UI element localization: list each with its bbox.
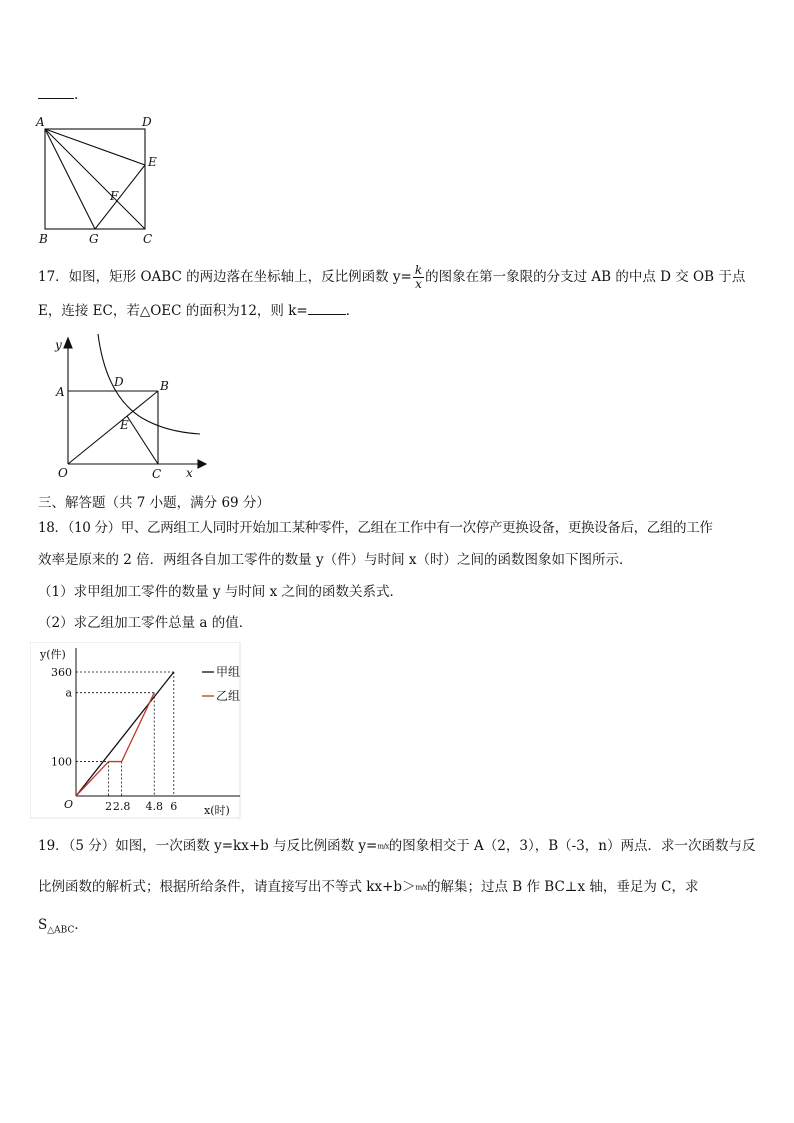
q19-line2-post: 的解集；过点 B 作 BC⊥x 轴，垂足为 C，求 — [427, 879, 699, 895]
legend-label-yi: 乙组 — [216, 689, 241, 703]
q17-line2-post: ． — [345, 303, 360, 319]
q17-answer-blank — [308, 302, 346, 315]
label-x: x — [186, 466, 193, 480]
label-f: F — [110, 189, 119, 203]
q17-line2 — [38, 302, 359, 320]
label-a: A — [56, 385, 65, 399]
x-axis-arrow — [198, 460, 206, 468]
q19-s-subscript: △ABC — [47, 925, 75, 936]
hyperbola-figure — [50, 332, 210, 482]
q19-line3-end: ． — [74, 917, 88, 933]
chart-x-tick-2-8: 2.8 — [112, 800, 131, 813]
y-axis-arrow — [64, 338, 72, 348]
top-answer-blank-line — [38, 86, 78, 104]
chart-x-tick-6: 6 — [170, 800, 178, 813]
q19-fraction-1: m/x — [377, 842, 389, 851]
label-e: E — [148, 155, 157, 169]
q18-sub2: （2）求乙组加工零件总量 a 的值． — [38, 615, 253, 631]
label-d: D — [142, 115, 152, 129]
label-c: C — [152, 467, 162, 481]
q17-frac-denominator: x — [415, 277, 422, 291]
segment-ob — [68, 391, 158, 464]
q18-line2: 效率是原来的 2 倍．两组各自加工零件的数量 y（件）与时间 x（时）之间的函数图象如下图所示． — [38, 552, 633, 568]
q19-line3 — [38, 916, 88, 940]
period: . — [74, 87, 79, 103]
q19-frac-denominator: x — [385, 842, 389, 851]
legend-label-jia: 甲组 — [216, 665, 241, 679]
q17-line2-pre: E，连接 EC，若△OEC 的面积为12，则 k= — [38, 303, 308, 319]
q19-frac2-numerator: m — [415, 883, 422, 892]
q17-frac-numerator: k — [414, 263, 423, 277]
chart-origin-label: O — [64, 798, 74, 811]
label-y: y — [55, 338, 62, 352]
q19-s-symbol: S — [38, 917, 48, 933]
segment-ac — [45, 129, 145, 229]
q19-line2-pre: 比例函数的解析式；根据所给条件，请直接写出不等式 kx+b＞ — [38, 879, 416, 895]
q19-line1-pre: 19．（5 分）如图，一次函数 y=kx+b 与反比例函数 y= — [38, 838, 378, 854]
chart-x-tick-2: 2 — [105, 800, 113, 813]
q19-fraction-2: m/x — [415, 883, 427, 892]
segment-ge — [95, 165, 145, 229]
label-e: E — [120, 418, 129, 432]
q17-line1 — [38, 264, 745, 291]
chart-x-axis-label: x(时) — [204, 804, 230, 817]
q17-fraction — [413, 264, 424, 291]
q19-frac-numerator: m — [377, 842, 384, 851]
chart-y-tick-360: 360 — [51, 666, 72, 679]
label-g: G — [89, 232, 99, 246]
answer-blank — [38, 86, 74, 99]
q17-text-part2: 的图象在第一象限的分支过 AB 的中点 D 交 OB 于点 — [425, 269, 746, 285]
chart-y-tick-a: a — [65, 686, 72, 700]
chart-y-tick-100: 100 — [51, 755, 72, 769]
label-d: D — [114, 375, 124, 389]
q19-frac2-denominator: x — [423, 883, 427, 892]
q18-sub1: （1）求甲组加工零件的数量 y 与时间 x 之间的函数关系式． — [38, 584, 403, 600]
q17-text-part1: 17．如图，矩形 OABC 的两边落在坐标轴上，反比例函数 y= — [38, 269, 412, 285]
label-a: A — [36, 115, 45, 129]
work-chart — [30, 642, 250, 820]
series-line-jia — [76, 672, 174, 796]
q18-line1: 18．（10 分）甲、乙两组工人同时开始加工某种零件，乙组在工作中有一次停产更换设备，更换设备后，乙组的工作 — [38, 520, 713, 536]
square-figure — [30, 112, 160, 248]
label-b: B — [39, 232, 48, 246]
label-o: O — [58, 466, 68, 480]
section-3-heading: 三、解答题（共 7 小题，满分 69 分） — [38, 495, 270, 511]
q19-line1 — [38, 837, 756, 856]
q19-line1-post: 的图象相交于 A（2，3），B（-3，n）两点．求一次函数与反 — [388, 838, 756, 854]
label-c: C — [143, 232, 153, 246]
chart-x-tick-4-8: 4.8 — [145, 800, 163, 813]
q19-line2 — [38, 878, 699, 897]
chart-y-axis-label: y(件) — [40, 648, 66, 661]
label-b: B — [160, 379, 169, 393]
